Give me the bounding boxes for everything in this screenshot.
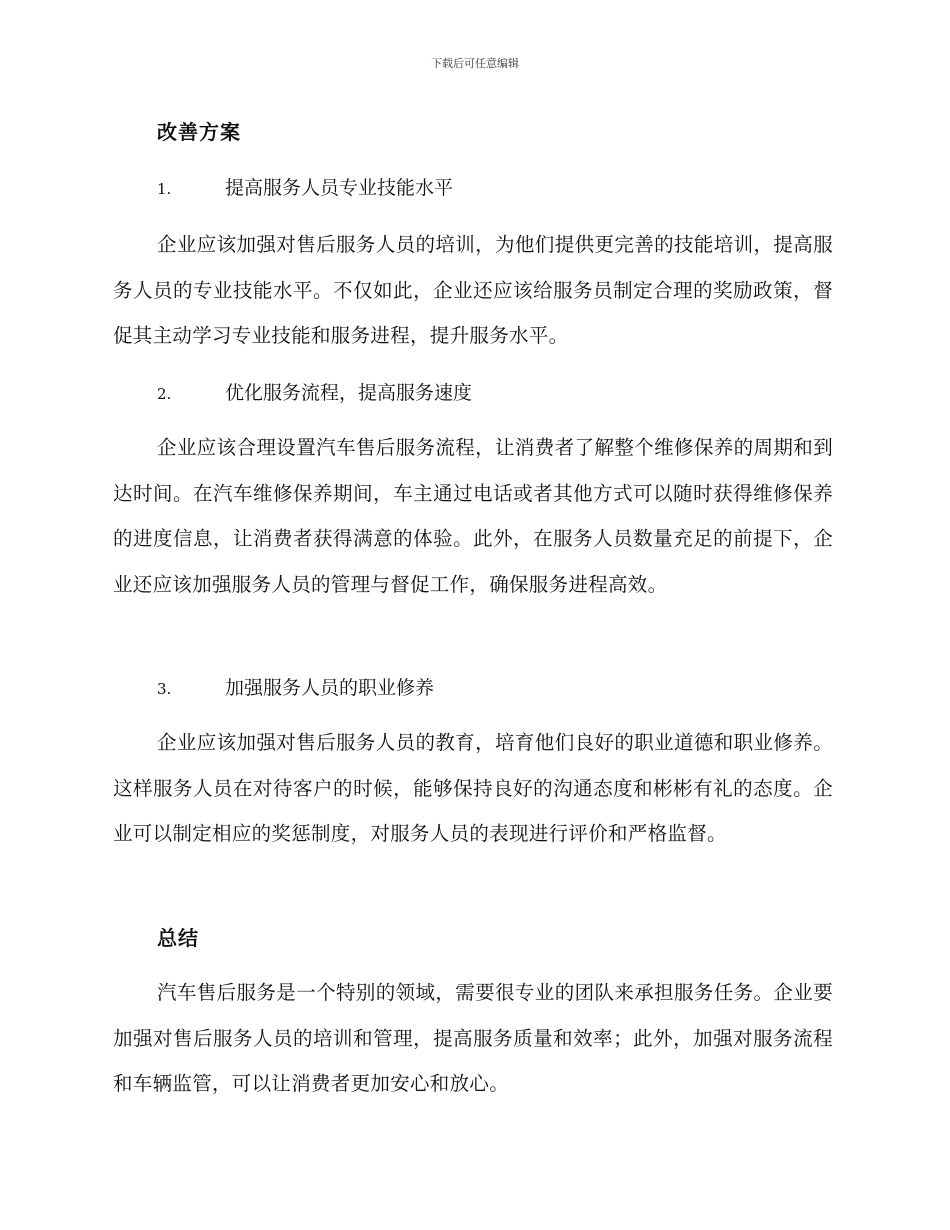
section-heading-summary: 总结 (157, 926, 199, 950)
section-heading-improvement: 改善方案 (157, 120, 241, 144)
paragraph-summary: 汽车售后服务是一个特别的领域，需要很专业的团队来承担服务任务。企业要加强对售后服务人员的培训和管理，提高服务质量和效率；此外，加强对服务流程和车辆监管，可以让消费者更加安心和放心。 (113, 981, 833, 1095)
item-title: 提高服务人员专业技能水平 (225, 177, 454, 199)
header-note: 下载后可任意编辑 (431, 57, 519, 70)
paragraph-3: 企业应该加强对售后服务人员的教育，培育他们良好的职业道德和职业修养。这样服务人员在对待客户的时候，能够保持良好的沟通态度和彬彬有礼的态度。企业可以制定相应的奖惩制度，对服务人员的表现进行评价和严格监督。 (113, 731, 833, 845)
paragraph-2: 企业应该合理设置汽车售后服务流程，让消费者了解整个维修保养的周期和到达时间。在汽车维修保养期间，车主通过电话或者其他方式可以随时获得维修保养的进度信息，让消费者获得满意的体验。此外，在服务人员数量充足的前提下，企业还应该加强服务人员的管理与督促工作，确保服务进程高效。 (113, 436, 833, 596)
list-item-2 (157, 378, 472, 405)
item-title: 加强服务人员的职业修养 (225, 677, 435, 699)
item-number: 3. (157, 680, 172, 698)
item-number: 1. (157, 180, 172, 198)
paragraph-1: 企业应该加强对售后服务人员的培训，为他们提供更完善的技能培训，提高服务人员的专业技能水平。不仅如此，企业还应该给服务员制定合理的奖励政策，督促其主动学习专业技能和服务进程，提升服务水平。 (113, 233, 833, 347)
list-item-3 (157, 673, 434, 700)
list-item-1 (157, 173, 453, 200)
item-number: 2. (157, 385, 172, 403)
item-title: 优化服务流程，提高服务速度 (225, 382, 473, 404)
